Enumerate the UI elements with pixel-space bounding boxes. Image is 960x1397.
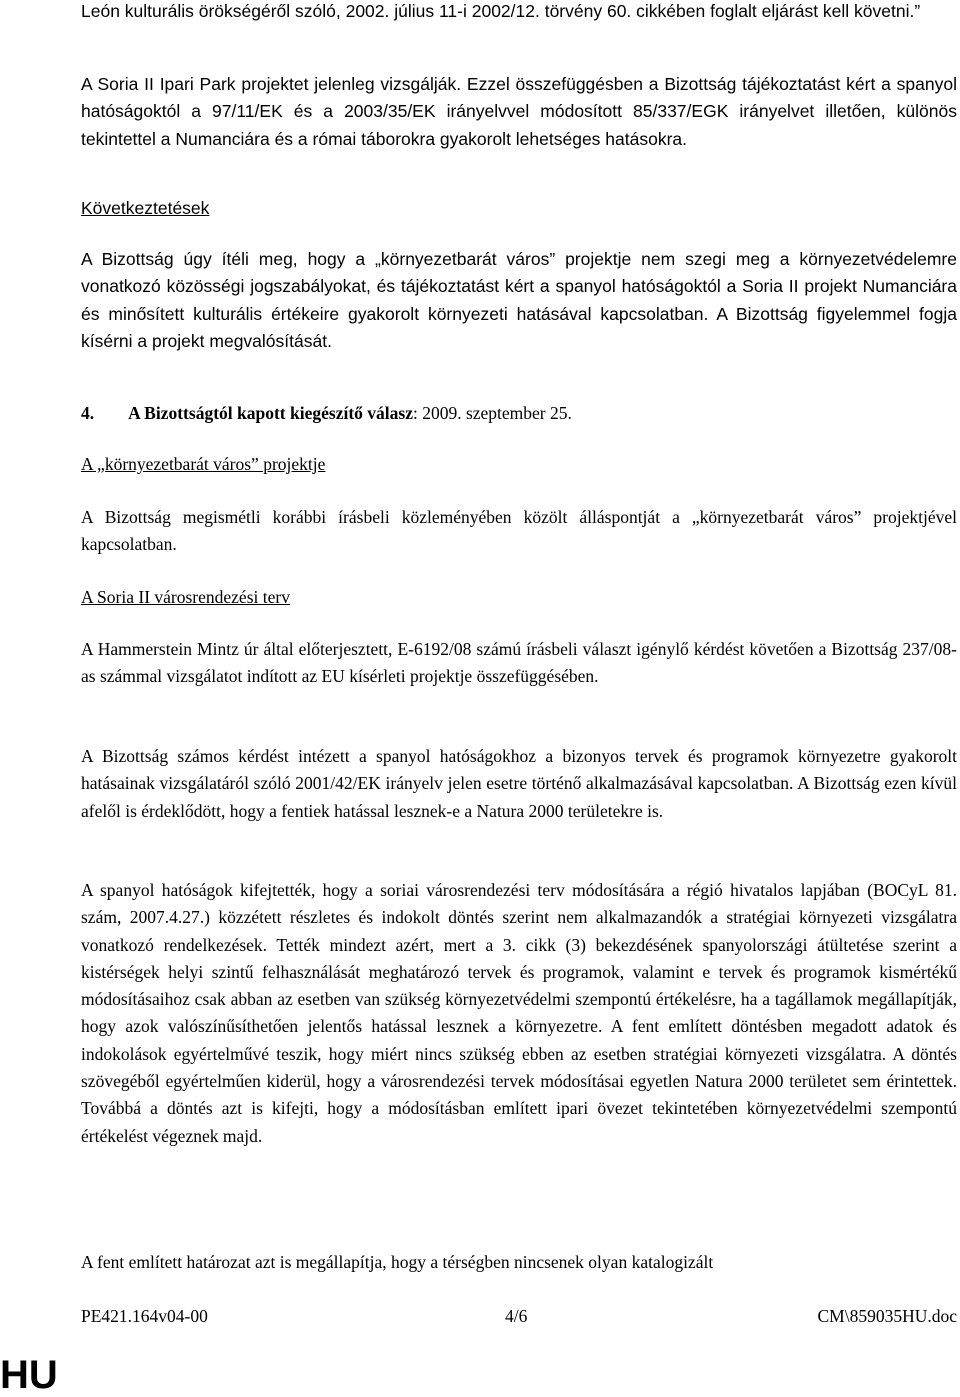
- footer-file-name: CM\859035HU.doc: [817, 1306, 957, 1326]
- section-4-heading: [81, 400, 957, 427]
- footer-document-code: PE421.164v04-00: [81, 1306, 208, 1326]
- paragraph-5: [81, 636, 957, 691]
- paragraph-6-text: A Bizottság számos kérdést intézett a spanyol hatóságokhoz a bizonyos tervek és programok környezetre gyakorolt hatásainak vizsgálatáról szóló 2001/42/EK irányelv jelen esetre történő alkalmazásával kapcsolatban. A Bizottság ezen kívül afelől is érdeklődött, hogy a fentiek hatással lesznek-e a Natura 2000 területekre is.: [81, 746, 957, 821]
- paragraph-3: [81, 246, 957, 355]
- paragraph-1: [81, 0, 957, 25]
- section-4-number: 4.: [81, 403, 95, 423]
- paragraph-6: [81, 743, 957, 825]
- paragraph-7-text: A spanyol hatóságok kifejtették, hogy a soriai városrendezési terv módosítására a régió hivatalos lapjában (BOCyL 81. szám, 2007.4.27.) közzétett részletes és indokolt döntés szerint nem alkalmazandók a stratégiai környezeti vizsgálatra vonatkozó rendelkezések. Tették mindezt azért, mert a 3. cikk (3) bekezdésének spanyolországi átültetése szerint a kistérségek helyi szintű felhasználását meghatározó tervek és programok, valamint e tervek és programok kismértékű módosításaihoz csak abban az esetben van szükség környezetvédelmi szempontú értékelésre, ha a tagállamok megállapítják, hogy azok valószínűsíthetően jelentős hatással lesznek a környezetre. A fent említett döntésben megadott adatok és indokolások egyértelművé teszik, hogy miért nincs szükség ebben az esetben stratégiai környezeti vizsgálatra. A döntés szövegéből egyértelműen kiderül, hogy a városrendezési tervek módosításai egyetlen Natura 2000 területet sem érintettek. Továbbá a döntés azt is kifejti, hogy a módosításban említett ipari övezet tekintetében környezetvédelmi szempontú értékelést végeznek majd.: [81, 880, 957, 1146]
- section-4-title: A Bizottságtól kapott kiegészítő válasz: [128, 403, 413, 423]
- paragraph-1-text: León kulturális örökségéről szóló, 2002. július 11-i 2002/12. törvény 60. cikkében foglalt eljárást kell követni.”: [81, 1, 921, 21]
- heading-kovetkeztetesek-text: Következtetések: [81, 198, 210, 218]
- paragraph-7: [81, 877, 957, 1150]
- paragraph-4-text: A Bizottság megismétli korábbi írásbeli közleményében közölt álláspontját a „környezetbarát város” projektjével kapcsolatban.: [81, 507, 957, 555]
- footer-page-number: 4/6: [505, 1306, 528, 1326]
- heading-kornyezetbarat-text: A „környezetbarát város” projektje: [81, 454, 326, 474]
- heading-soria-text: A Soria II városrendezési terv: [81, 587, 290, 607]
- section-4-date: : 2009. szeptember 25.: [412, 403, 572, 423]
- paragraph-2: [81, 71, 957, 153]
- paragraph-4: [81, 504, 957, 559]
- heading-soria: [81, 584, 957, 611]
- paragraph-8: [81, 1249, 957, 1276]
- heading-kornyezetbarat: [81, 451, 957, 478]
- language-tag: HU: [0, 1353, 58, 1397]
- heading-kovetkeztetesek: [81, 195, 957, 222]
- paragraph-2-text: A Soria II Ipari Park projektet jelenleg vizsgálják. Ezzel összefüggésben a Bizottság tájékoztatást kért a spanyol hatóságoktól a 97/11/EK és a 2003/35/EK irányelvvel módosított 85/337/EGK irányelvet illetően, különös tekintettel a Numanciára és a római táborokra gyakorolt lehetséges hatásokra.: [81, 74, 957, 149]
- paragraph-3-text: A Bizottság úgy ítéli meg, hogy a „környezetbarát város” projektje nem szegi meg a környezetvédelemre vonatkozó közösségi jogszabályokat, és tájékoztatást kért a spanyol hatóságoktól a Soria II projekt Numanciára és minősített kulturális értékeire gyakorolt környezeti hatásával kapcsolatban. A Bizottság figyelemmel fogja kísérni a projekt megvalósítását.: [81, 249, 957, 351]
- paragraph-8-text: A fent említett határozat azt is megállapítja, hogy a térségben nincsenek olyan katalogizált: [81, 1252, 714, 1272]
- paragraph-5-text: A Hammerstein Mintz úr által előterjesztett, E-6192/08 számú írásbeli választ igénylő kérdést követően a Bizottság 237/08-as számmal vizsgálatot indított az EU kísérleti projektje összefüggésében.: [81, 639, 957, 687]
